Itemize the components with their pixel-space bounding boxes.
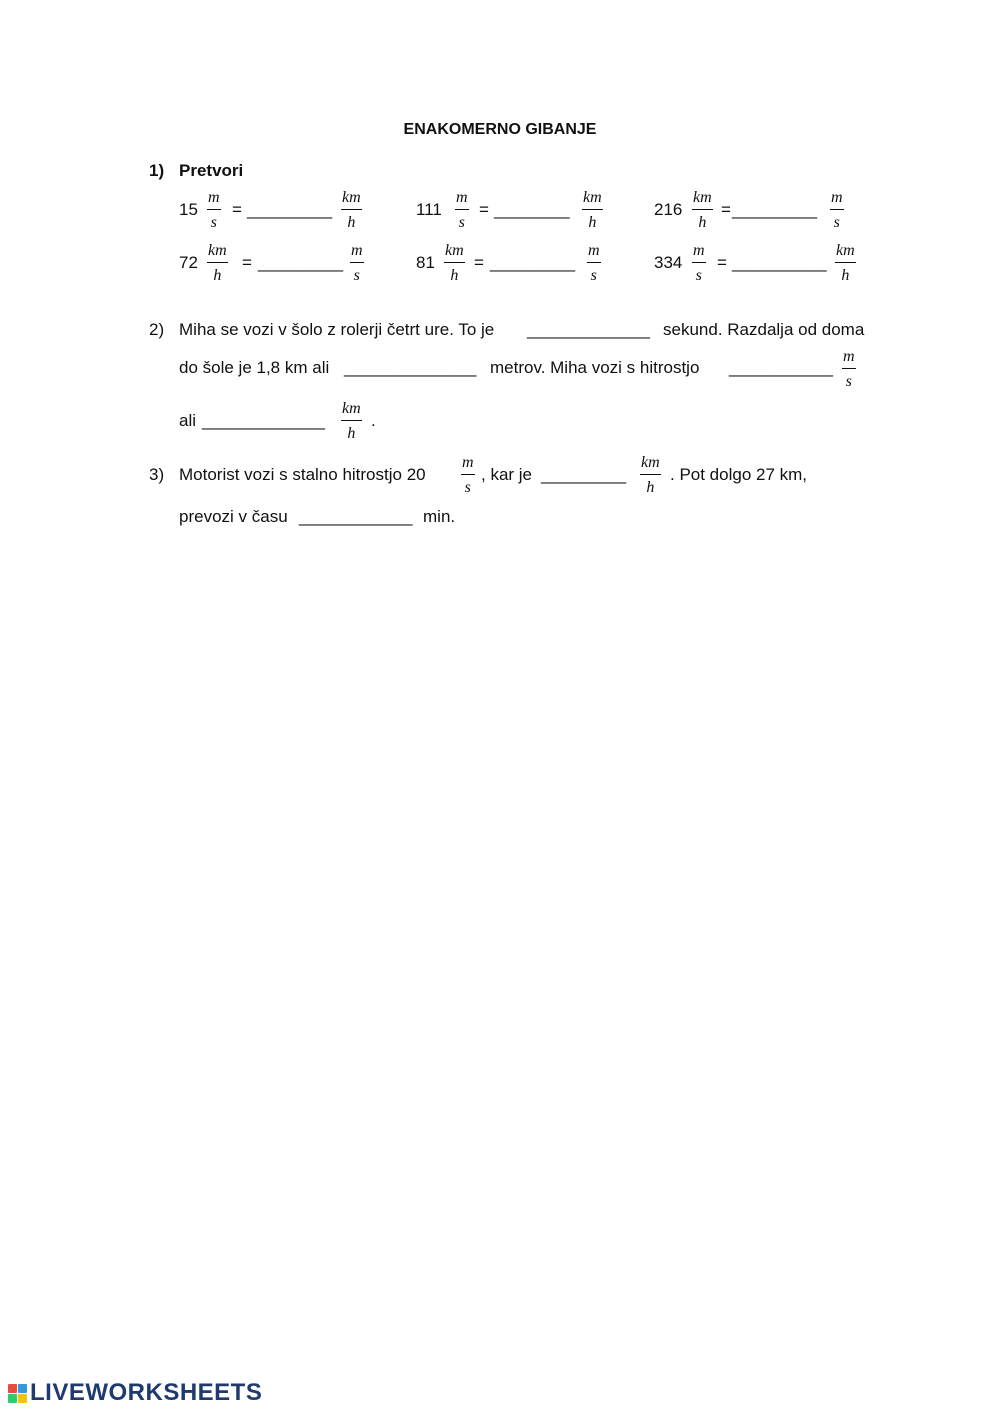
q1-item-6-equals: = xyxy=(717,253,727,272)
fraction-bar xyxy=(461,474,475,475)
q1-item-5-to-fraction xyxy=(587,241,601,285)
fraction-bar xyxy=(207,209,221,210)
q1-item-2-value: 111 xyxy=(416,200,442,219)
fraction-bar xyxy=(455,209,469,210)
fraction-bar xyxy=(692,209,713,210)
fraction-numerator: m xyxy=(843,348,855,365)
q1-item-1-equals: = xyxy=(232,200,242,219)
q1-item-5-equals: = xyxy=(474,253,484,272)
q2-line3-period: . xyxy=(371,411,376,430)
q2-speed-kmh-blank[interactable]: _____________ xyxy=(202,411,325,430)
fraction-denominator: h xyxy=(213,267,222,284)
fraction-bar xyxy=(842,368,856,369)
q1-item-1-value: 15 xyxy=(179,200,198,219)
q1-item-3-value: 216 xyxy=(654,200,683,219)
q1-item-1-to-fraction xyxy=(341,188,362,232)
fraction-numerator: m xyxy=(693,242,705,259)
q3-line1-text-a: Motorist vozi s stalno hitrostjo 20 xyxy=(179,465,426,484)
fraction-numerator: km xyxy=(445,242,464,259)
fraction-numerator: km xyxy=(836,242,855,259)
q1-item-3-to-fraction xyxy=(830,188,844,232)
fraction-bar xyxy=(350,262,364,263)
fraction-bar xyxy=(640,474,661,475)
q3-line2-text-a: prevozi v času xyxy=(179,507,288,526)
q1-item-2-from-fraction xyxy=(455,188,469,232)
fraction-bar xyxy=(341,209,362,210)
q1-item-6-from-fraction xyxy=(692,241,706,285)
fraction-numerator: m xyxy=(351,242,363,259)
q2-line2-text-b: metrov. Miha vozi s hitrostjo xyxy=(490,358,700,377)
q2-seconds-blank[interactable]: _____________ xyxy=(527,320,650,339)
fraction-denominator: s xyxy=(590,267,597,284)
logo-square xyxy=(18,1394,27,1403)
q1-item-3-from-fraction xyxy=(692,188,713,232)
fraction-numerator: m xyxy=(456,189,468,206)
fraction-denominator: h xyxy=(588,214,597,231)
page-title: ENAKOMERNO GIBANJE xyxy=(403,121,597,138)
q1-item-6-answer-blank[interactable]: __________ xyxy=(732,253,827,272)
fraction-numerator: km xyxy=(342,400,361,417)
q1-item-5-answer-blank[interactable]: _________ xyxy=(490,253,576,272)
fraction-bar xyxy=(207,262,228,263)
fraction-denominator: s xyxy=(833,214,840,231)
q2-line1-text-b: sekund. Razdalja od doma xyxy=(663,320,865,339)
q1-item-6-to-fraction xyxy=(835,241,856,285)
fraction-bar xyxy=(587,262,601,263)
q2-line1-text-a: Miha se vozi v šolo z rolerji četrt ure. To je xyxy=(179,320,495,339)
q1-item-2-equals: = xyxy=(479,200,489,219)
fraction-numerator: m xyxy=(462,454,474,471)
logo-square xyxy=(8,1394,17,1403)
fraction-denominator: h xyxy=(698,214,707,231)
fraction-numerator: km xyxy=(641,454,660,471)
fraction-bar xyxy=(444,262,465,263)
fraction-denominator: s xyxy=(464,479,471,496)
logo-square xyxy=(18,1384,27,1393)
fraction-bar xyxy=(835,262,856,263)
fraction-numerator: m xyxy=(208,189,220,206)
fraction-numerator: m xyxy=(588,242,600,259)
fraction-denominator: h xyxy=(646,479,655,496)
q1-item-4-to-fraction xyxy=(350,241,364,285)
q3-line1-text-b: , kar je xyxy=(481,465,533,484)
q1-item-3-answer-blank[interactable]: _________ xyxy=(732,200,818,219)
q1-heading: Pretvori xyxy=(179,161,244,180)
q3-speed-kmh-blank[interactable]: _________ xyxy=(541,465,627,484)
q1-item-4-answer-blank[interactable]: _________ xyxy=(258,253,344,272)
fraction-bar xyxy=(692,262,706,263)
fraction-bar xyxy=(830,209,844,210)
q2-speed-ms-blank[interactable]: ___________ xyxy=(729,358,834,377)
q1-item-5-value: 81 xyxy=(416,253,435,272)
fraction-denominator: s xyxy=(210,214,217,231)
q1-item-6-value: 334 xyxy=(654,253,683,272)
fraction-denominator: h xyxy=(450,267,459,284)
q2-line3-text: ali xyxy=(179,411,197,430)
fraction-numerator: km xyxy=(583,189,602,206)
q2-line2-text-a: do šole je 1,8 km ali xyxy=(179,358,330,377)
fraction-denominator: h xyxy=(841,267,850,284)
fraction-denominator: s xyxy=(695,267,702,284)
fraction-denominator: s xyxy=(353,267,360,284)
fraction-bar xyxy=(341,420,362,421)
q1-item-2-answer-blank[interactable]: ________ xyxy=(494,200,570,219)
q1-item-2-to-fraction xyxy=(582,188,603,232)
fraction-numerator: km xyxy=(693,189,712,206)
q3-line1-text-c: . Pot dolgo 27 km, xyxy=(670,465,808,484)
liveworksheets-logo xyxy=(8,1381,262,1405)
fraction-numerator: km xyxy=(342,189,361,206)
logo-square xyxy=(8,1384,17,1393)
fraction-denominator: h xyxy=(347,425,356,442)
fraction-bar xyxy=(582,209,603,210)
q1-item-3-equals: = xyxy=(721,200,731,219)
logo-squares-icon xyxy=(8,1384,27,1403)
q1-item-4-equals: = xyxy=(242,253,252,272)
q2-number: 2) xyxy=(149,320,165,339)
q3-kmh-fraction xyxy=(640,453,661,497)
q1-number: 1) xyxy=(149,161,165,180)
q3-time-blank[interactable]: ____________ xyxy=(299,507,413,526)
fraction-numerator: m xyxy=(831,189,843,206)
fraction-numerator: km xyxy=(208,242,227,259)
q3-ms-fraction xyxy=(461,453,475,497)
fraction-denominator: h xyxy=(347,214,356,231)
q3-number: 3) xyxy=(149,465,165,484)
q1-item-4-value: 72 xyxy=(179,253,198,272)
q1-item-4-from-fraction xyxy=(207,241,228,285)
q2-ms-fraction xyxy=(842,347,856,391)
fraction-denominator: s xyxy=(845,373,852,390)
q1-item-5-from-fraction xyxy=(444,241,465,285)
q3-line2-text-b: min. xyxy=(423,507,456,526)
q1-item-1-answer-blank[interactable]: _________ xyxy=(247,200,333,219)
fraction-denominator: s xyxy=(458,214,465,231)
q1-item-1-from-fraction xyxy=(207,188,221,232)
q2-kmh-fraction xyxy=(341,399,362,443)
logo-text: LIVEWORKSHEETS xyxy=(30,1379,263,1406)
q2-meters-blank[interactable]: ______________ xyxy=(344,358,477,377)
